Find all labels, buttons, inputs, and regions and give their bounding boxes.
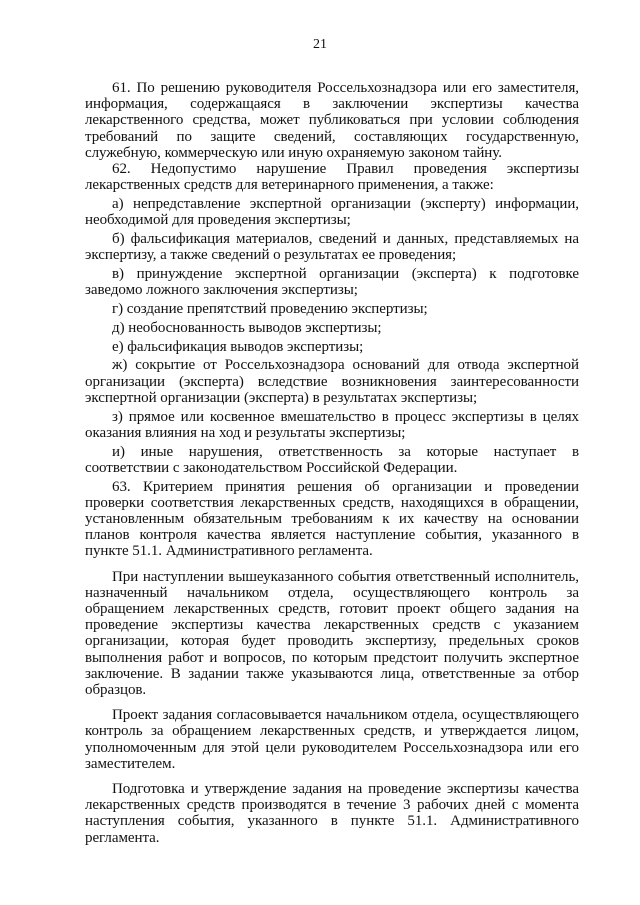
list-item-a: а) непредставление экспертной организации (эксперту) информации, необходимой для проведения экспертизы; — [85, 196, 579, 229]
list-item-v: в) принуждение экспертной организации (эксперта) к подготовке заведомо ложного заключения экспертизы; — [85, 266, 579, 299]
list-item-b: б) фальсификация материалов, сведений и данных, представляемых на экспертизу, а также сведений о результатах ее проведения; — [85, 231, 579, 264]
paragraph-61: 61. По решению руководителя Россельхознадзора или его заместителя, информация, содержащаяся в заключении экспертизы качества лекарственного средства, может публиковаться при условии соблюдения требований по защите сведений, составляющих государственную, служебную, коммерческую или иную охраняемую законом тайну. — [85, 80, 579, 161]
paragraph-event: При наступлении вышеуказанного события ответственный исполнитель, назначенный начальником отдела, осуществляющего контроль за обращением лекарственных средств, готовит проект общего задания на проведение экспертизы качества лекарственных средств с указанием организации, которая будет проводить экспертизу, предельных сроков выполнения работ и вопросов, по которым предстоит получить экспертное заключение. В задании также указываются лица, ответственные за отбор образцов. — [85, 568, 579, 699]
list-item-zh: ж) сокрытие от Россельхознадзора оснований для отвода экспертной организации (эксперта) вследствие возникновения заинтересованности экспертной организации (эксперта) в результатах экспертизы; — [85, 357, 579, 406]
list-item-i: и) иные нарушения, ответственность за которые наступает в соответствии с законодательством Российской Федерации. — [85, 443, 579, 476]
list-item-d: д) необоснованность выводов экспертизы; — [112, 319, 382, 336]
page-number: 21 — [313, 37, 327, 52]
paragraph-deadline: Подготовка и утверждение задания на проведение экспертизы качества лекарственных средств производятся в течение 3 рабочих дней с момента наступления события, указанного в пункте 51.1. Административного регламента. — [85, 781, 579, 846]
paragraph-63: 63. Критерием принятия решения об организации и проведении проверки соответствия лекарственных средств, находящихся в обращении, установленным обязательным требованиям к их качеству на основании планов контроля качества является наступление события, указанного в пункте 51.1. Административного регламента. — [85, 478, 579, 560]
document-body — [85, 80, 579, 846]
paragraph-approval: Проект задания согласовывается начальником отдела, осуществляющего контроль за обращением лекарственных средств, и утверждается лицом, уполномоченным для этой цели руководителем Россельхознадзора или его заместителем. — [85, 707, 579, 772]
list-item-e: е) фальсификация выводов экспертизы; — [112, 338, 364, 355]
list-item-z: з) прямое или косвенное вмешательство в процесс экспертизы в целях оказания влияния на ход и результаты экспертизы; — [85, 408, 579, 441]
list-item-g: г) создание препятствий проведению экспертизы; — [112, 301, 428, 318]
paragraph-62: 62. Недопустимо нарушение Правил проведения экспертизы лекарственных средств для ветеринарного применения, а также: — [85, 161, 579, 194]
